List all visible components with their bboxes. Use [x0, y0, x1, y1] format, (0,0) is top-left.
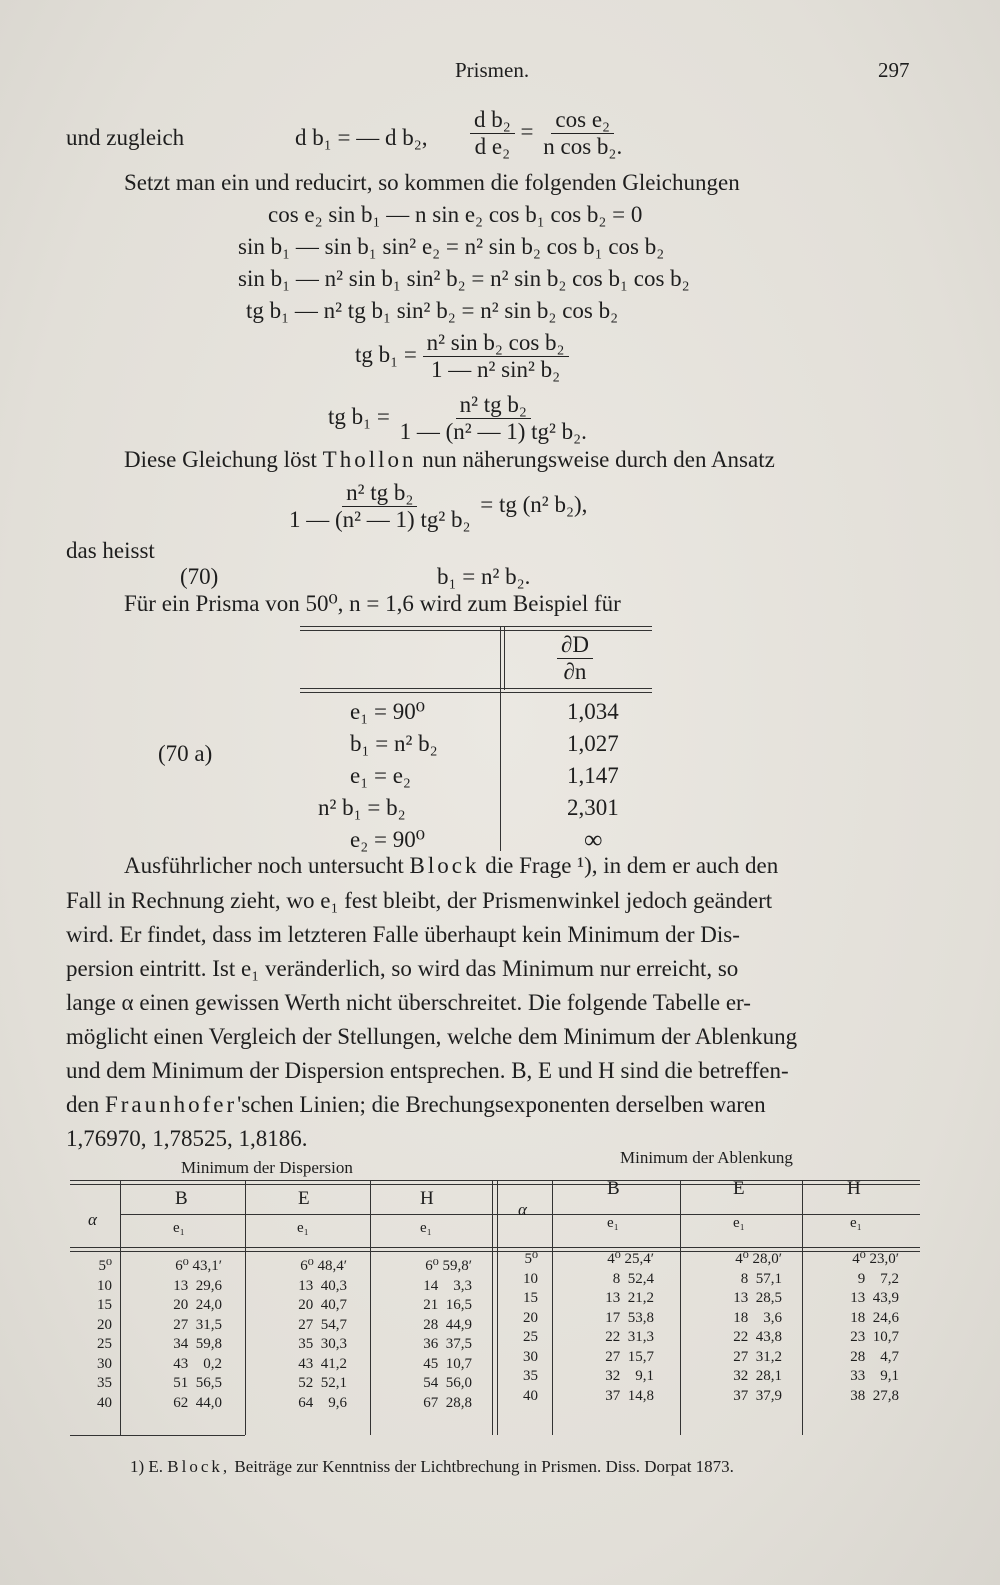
table-cell-dispersion-H: 36 37,5	[423, 1336, 472, 1352]
text: 1) E.	[130, 1457, 164, 1476]
table-cell-dispersion-E: 43 41,2	[298, 1355, 347, 1372]
equation-fraction-2	[328, 392, 591, 445]
col-header-B: B	[175, 1188, 188, 1209]
table-cell-dispersion-B: 34 59,8	[173, 1336, 222, 1352]
table-cell-alpha-ablenkung: 20	[523, 1309, 538, 1326]
table-cell-dispersion-B: 13 29,6	[173, 1277, 222, 1294]
table-cell-alpha-ablenkung: 15	[523, 1290, 538, 1306]
eq-rhs: = tg (n² b₂),	[480, 491, 588, 517]
paragraph-line: Setzt man ein und reducirt, so kommen die folgenden Gleichungen	[124, 170, 740, 195]
table-cell-ablenkung-E: 27 31,2	[733, 1348, 782, 1365]
equation-number: (70)	[180, 564, 219, 589]
frac-num: n² sin b₂ cos b₂	[423, 330, 569, 357]
table-cell-alpha-dispersion: 35	[97, 1375, 112, 1391]
table-cell-dispersion-E: 27 54,7	[298, 1316, 347, 1333]
table-cell-alpha-ablenkung: 35	[523, 1368, 538, 1384]
author-name: Block	[409, 853, 480, 878]
sub-header: e₁	[733, 1215, 745, 1231]
table-cell-dispersion-H: 67 28,8	[423, 1394, 472, 1411]
table-cell-dispersion-E: 20 40,7	[298, 1297, 347, 1313]
footnote	[130, 1457, 734, 1477]
table-row-cond: e₁ = e₂	[350, 763, 411, 788]
equation-4: tg b₁ — n² tg b₁ sin² b₂ = n² sin b₂ cos b₂	[246, 298, 619, 323]
table-cell-ablenkung-H: 18 24,6	[850, 1309, 899, 1326]
sub-header: e₁	[850, 1215, 862, 1231]
paragraph-line: Fall in Rechnung zieht, wo e₁ fest bleibt, der Prismenwinkel jedoch geändert	[66, 888, 773, 913]
alpha-header: α	[88, 1210, 97, 1229]
table-cell-ablenkung-B: 17 53,8	[605, 1309, 654, 1326]
table-cell-dispersion-E: 35 30,3	[298, 1336, 347, 1352]
frac-den: d e₂	[474, 134, 511, 159]
table-title-right: Minimum der Ablenkung	[620, 1148, 793, 1167]
table-cell-ablenkung-H: 13 43,9	[850, 1290, 899, 1306]
table-cell-ablenkung-E: 8 57,1	[740, 1270, 782, 1287]
paragraph-line	[124, 853, 778, 879]
author-name: Fraunhofer	[104, 1092, 238, 1117]
table-cell-dispersion-E: 52 52,1	[298, 1375, 347, 1391]
table-cell-ablenkung-H: 23 10,7	[850, 1329, 899, 1345]
paragraph-line: Für ein Prisma von 50⁰, n = 1,6 wird zum Beispiel für	[124, 591, 621, 616]
table-row-cond: n² b₁ = b₂	[318, 795, 406, 820]
table-cell-dispersion-H: 21 16,5	[423, 1297, 472, 1313]
sub-header: e₁	[607, 1215, 619, 1231]
table-cell-ablenkung-H: 33 9,1	[850, 1368, 899, 1384]
frac-num: d b₂	[470, 107, 515, 134]
text: Ausführlicher noch untersucht	[124, 853, 404, 878]
table-cell-ablenkung-E: 18 3,6	[733, 1309, 782, 1326]
frac-num: n² tg b₂	[342, 480, 417, 507]
table-row-value: 1,027	[567, 731, 619, 756]
text: Diese Gleichung löst	[124, 447, 317, 472]
frac-num: n² tg b₂	[456, 392, 531, 419]
table-cell-dispersion-B: 20 24,0	[173, 1297, 222, 1313]
table-label: (70 a)	[158, 741, 213, 766]
partial-derivative-header	[557, 632, 593, 685]
table-cell-alpha-dispersion: 25	[97, 1336, 112, 1352]
eq-lhs: tg b₁ =	[355, 341, 417, 367]
frac-den: 1 — (n² — 1) tg² b₂.	[399, 419, 587, 444]
das-heisst: das heisst	[66, 538, 155, 563]
frac-num: cos e₂	[551, 107, 614, 134]
sub-header: e₁	[297, 1220, 309, 1236]
paragraph-line: und dem Minimum der Dispersion entsprechen. B, E und H sind die betreffen-	[66, 1058, 789, 1083]
author-name: Block,	[167, 1457, 231, 1476]
table-cell-dispersion-H: 14 3,3	[423, 1277, 472, 1294]
table-cell-ablenkung-H: 9 7,2	[857, 1270, 899, 1287]
table-cell-ablenkung-B: 4⁰ 25,4′	[607, 1251, 654, 1267]
frac-den: n cos b₂.	[543, 134, 623, 159]
table-row-value: 1,147	[567, 763, 619, 788]
table-cell-ablenkung-B: 27 15,7	[605, 1348, 654, 1365]
table-cell-alpha-dispersion: 5⁰	[98, 1258, 112, 1274]
table-cell-alpha-ablenkung: 10	[523, 1270, 538, 1287]
text: nun näherungsweise durch den Ansatz	[422, 447, 775, 472]
table-cell-alpha-ablenkung: 5⁰	[524, 1251, 538, 1267]
equation-1: cos e₂ sin b₁ — n sin e₂ cos b₁ cos b₂ = 0	[268, 202, 643, 227]
paragraph-line: 1,76970, 1,78525, 1,8186.	[66, 1126, 308, 1151]
paragraph-line: möglicht einen Vergleich der Stellungen, welche dem Minimum der Ablenkung	[66, 1024, 798, 1049]
table-row-value: ∞	[584, 825, 603, 854]
table-cell-dispersion-H: 54 56,0	[423, 1375, 472, 1391]
table-cell-dispersion-B: 27 31,5	[173, 1316, 222, 1333]
table-cell-ablenkung-E: 13 28,5	[733, 1290, 782, 1306]
table-cell-ablenkung-B: 8 52,4	[612, 1270, 654, 1287]
paragraph-line	[124, 447, 775, 473]
equation-fraction-3	[285, 480, 587, 533]
table-cell-alpha-ablenkung: 40	[523, 1387, 538, 1404]
text: die Frage ¹), in dem er auch den	[485, 853, 779, 878]
table-cell-dispersion-B: 43 0,2	[173, 1355, 222, 1372]
table-cell-alpha-ablenkung: 25	[523, 1329, 538, 1345]
equation-fraction-1	[355, 330, 569, 383]
table-cell-ablenkung-H: 38 27,8	[850, 1387, 899, 1404]
text: den	[66, 1092, 100, 1117]
paragraph-line: wird. Er findet, dass im letzteren Falle überhaupt kein Minimum der Dis-	[66, 922, 740, 947]
sub-header: e₁	[420, 1220, 432, 1236]
table-cell-dispersion-E: 13 40,3	[298, 1277, 347, 1294]
equation-3: sin b₁ — n² sin b₁ sin² b₂ = n² sin b₂ cos b₁ cos b₂	[238, 266, 690, 291]
table-row-value: 2,301	[567, 795, 619, 820]
table-cell-ablenkung-B: 32 9,1	[605, 1368, 654, 1384]
table-row-cond: b₁ = n² b₂	[350, 731, 438, 756]
table-cell-dispersion-H: 28 44,9	[423, 1316, 472, 1333]
table-cell-alpha-dispersion: 15	[97, 1297, 112, 1313]
table-title-left: Minimum der Dispersion	[181, 1158, 353, 1177]
table-cell-dispersion-H: 6⁰ 59,8′	[425, 1258, 472, 1274]
table-cell-ablenkung-E: 4⁰ 28,0′	[735, 1251, 782, 1267]
equation-70: b₁ = n² b₂.	[437, 564, 531, 589]
table-row-value: 1,034	[567, 699, 619, 724]
table-cell-alpha-dispersion: 20	[97, 1316, 112, 1333]
paragraph-line: lange α einen gewissen Werth nicht überschreitet. Die folgende Tabelle er-	[66, 990, 751, 1015]
eq-sign: =	[520, 118, 534, 144]
eq-db-relation: d b₁ = — d b₂,	[295, 125, 428, 150]
table-cell-ablenkung-E: 22 43,8	[733, 1329, 782, 1345]
table-cell-alpha-ablenkung: 30	[523, 1348, 538, 1365]
frac-den: 1 — (n² — 1) tg² b₂	[289, 507, 471, 532]
table-cell-alpha-dispersion: 30	[97, 1355, 112, 1372]
author-name: Thollon	[322, 447, 417, 472]
col-header-B: B	[607, 1178, 620, 1199]
table-cell-ablenkung-E: 37 37,9	[733, 1387, 782, 1404]
col-header-H: H	[847, 1178, 861, 1199]
sub-header: e₁	[173, 1220, 185, 1236]
equation-2: sin b₁ — sin b₁ sin² e₂ = n² sin b₂ cos b₁ cos b₂	[238, 234, 665, 259]
table-cell-dispersion-B: 6⁰ 43,1′	[175, 1258, 222, 1274]
running-head: Prismen.	[455, 58, 530, 82]
col-header-H: H	[420, 1188, 434, 1209]
table-cell-ablenkung-E: 32 28,1	[733, 1368, 782, 1384]
page-number: 297	[878, 58, 910, 82]
table-cell-dispersion-E: 6⁰ 48,4′	[300, 1258, 347, 1274]
table-cell-dispersion-E: 64 9,6	[298, 1394, 347, 1411]
frac-den: ∂n	[563, 659, 587, 684]
table-row-cond: e₂ = 90⁰	[350, 827, 425, 852]
eq-lhs: tg b₁ =	[328, 403, 390, 429]
table-cell-dispersion-B: 51 56,5	[173, 1375, 222, 1391]
frac-den: 1 — n² sin² b₂	[431, 357, 561, 382]
table-cell-dispersion-H: 45 10,7	[423, 1355, 472, 1372]
table-cell-ablenkung-H: 28 4,7	[850, 1348, 899, 1365]
eq-fraction-db-de	[470, 107, 626, 160]
eq-lead: und zugleich	[66, 125, 185, 150]
text: Beiträge zur Kenntniss der Lichtbrechung in Prismen. Diss. Dorpat 1873.	[234, 1457, 734, 1476]
table-cell-ablenkung-B: 37 14,8	[605, 1387, 654, 1404]
table-row-cond: e₁ = 90⁰	[350, 699, 425, 724]
table-cell-alpha-dispersion: 40	[97, 1394, 112, 1411]
table-cell-ablenkung-H: 4⁰ 23,0′	[852, 1251, 899, 1267]
paragraph-line	[66, 1092, 766, 1118]
table-cell-alpha-dispersion: 10	[97, 1277, 112, 1294]
col-header-E: E	[733, 1178, 745, 1199]
table-cell-ablenkung-B: 22 31,3	[605, 1329, 654, 1345]
table-cell-ablenkung-B: 13 21,2	[605, 1290, 654, 1306]
alpha-header: α	[518, 1200, 527, 1219]
table-cell-dispersion-B: 62 44,0	[173, 1394, 222, 1411]
paragraph-line: persion eintritt. Ist e₁ veränderlich, so wird das Minimum nur erreicht, so	[66, 956, 739, 981]
text: 'schen Linien; die Brechungsexponenten derselben waren	[237, 1092, 766, 1117]
frac-num: ∂D	[557, 632, 593, 659]
col-header-E: E	[298, 1188, 310, 1209]
